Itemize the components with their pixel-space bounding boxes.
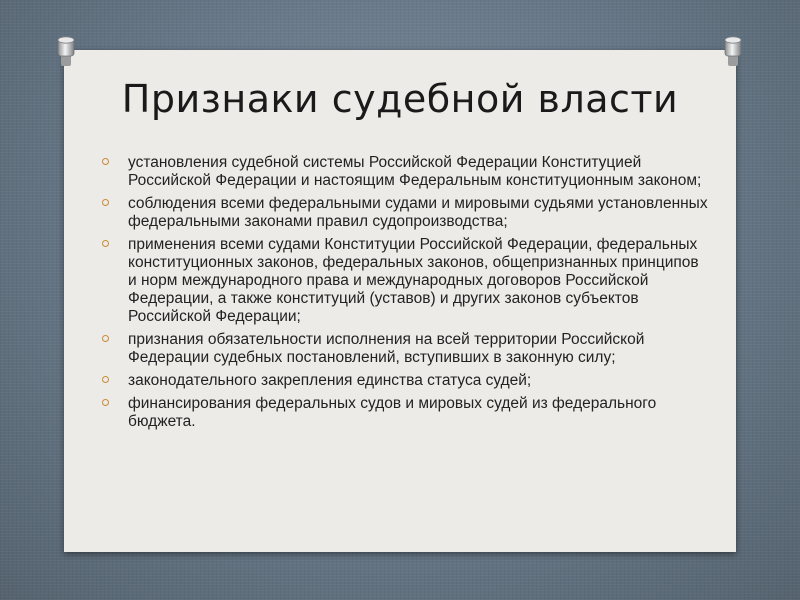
pushpin-icon: [55, 34, 77, 68]
bullet-text: установления судебной системы Российской Федерации Конституцией Российской Федерации и настоящим Федеральным конституционным законом;: [128, 154, 702, 189]
list-item: [100, 331, 710, 367]
bullet-text: финансирования федеральных судов и мировых судей из федерального бюджета.: [128, 395, 657, 430]
bullet-text: законодательного закрепления единства статуса судей;: [128, 372, 532, 389]
bullet-list: [100, 154, 710, 436]
bullet-text: применения всеми судами Конституции Российской Федерации, федеральных конституционных законов, федеральных законов, общепризнанных принципов и норм международного права и международных договоров Российской Федерации, а также конституций (уставов) и других законов субъектов Российской Федерации;: [128, 236, 699, 325]
bullet-circle-icon: [102, 376, 109, 383]
bullet-text: признания обязательности исполнения на всей территории Российской Федерации судебных постановлений, вступивших в законную силу;: [128, 331, 645, 366]
bullet-text: соблюдения всеми федеральными судами и мировыми судьями установленных федеральными законами правил судопроизводства;: [128, 195, 708, 230]
list-item: [100, 395, 710, 431]
pushpin-icon: [722, 34, 744, 68]
bullet-circle-icon: [102, 399, 109, 406]
list-item: [100, 195, 710, 231]
bullet-circle-icon: [102, 199, 109, 206]
bullet-circle-icon: [102, 240, 109, 247]
list-item: [100, 372, 710, 390]
list-item: [100, 236, 710, 326]
list-item: [100, 154, 710, 190]
bullet-circle-icon: [102, 158, 109, 165]
bullet-circle-icon: [102, 335, 109, 342]
slide-title: Признаки судебной власти: [121, 77, 679, 121]
